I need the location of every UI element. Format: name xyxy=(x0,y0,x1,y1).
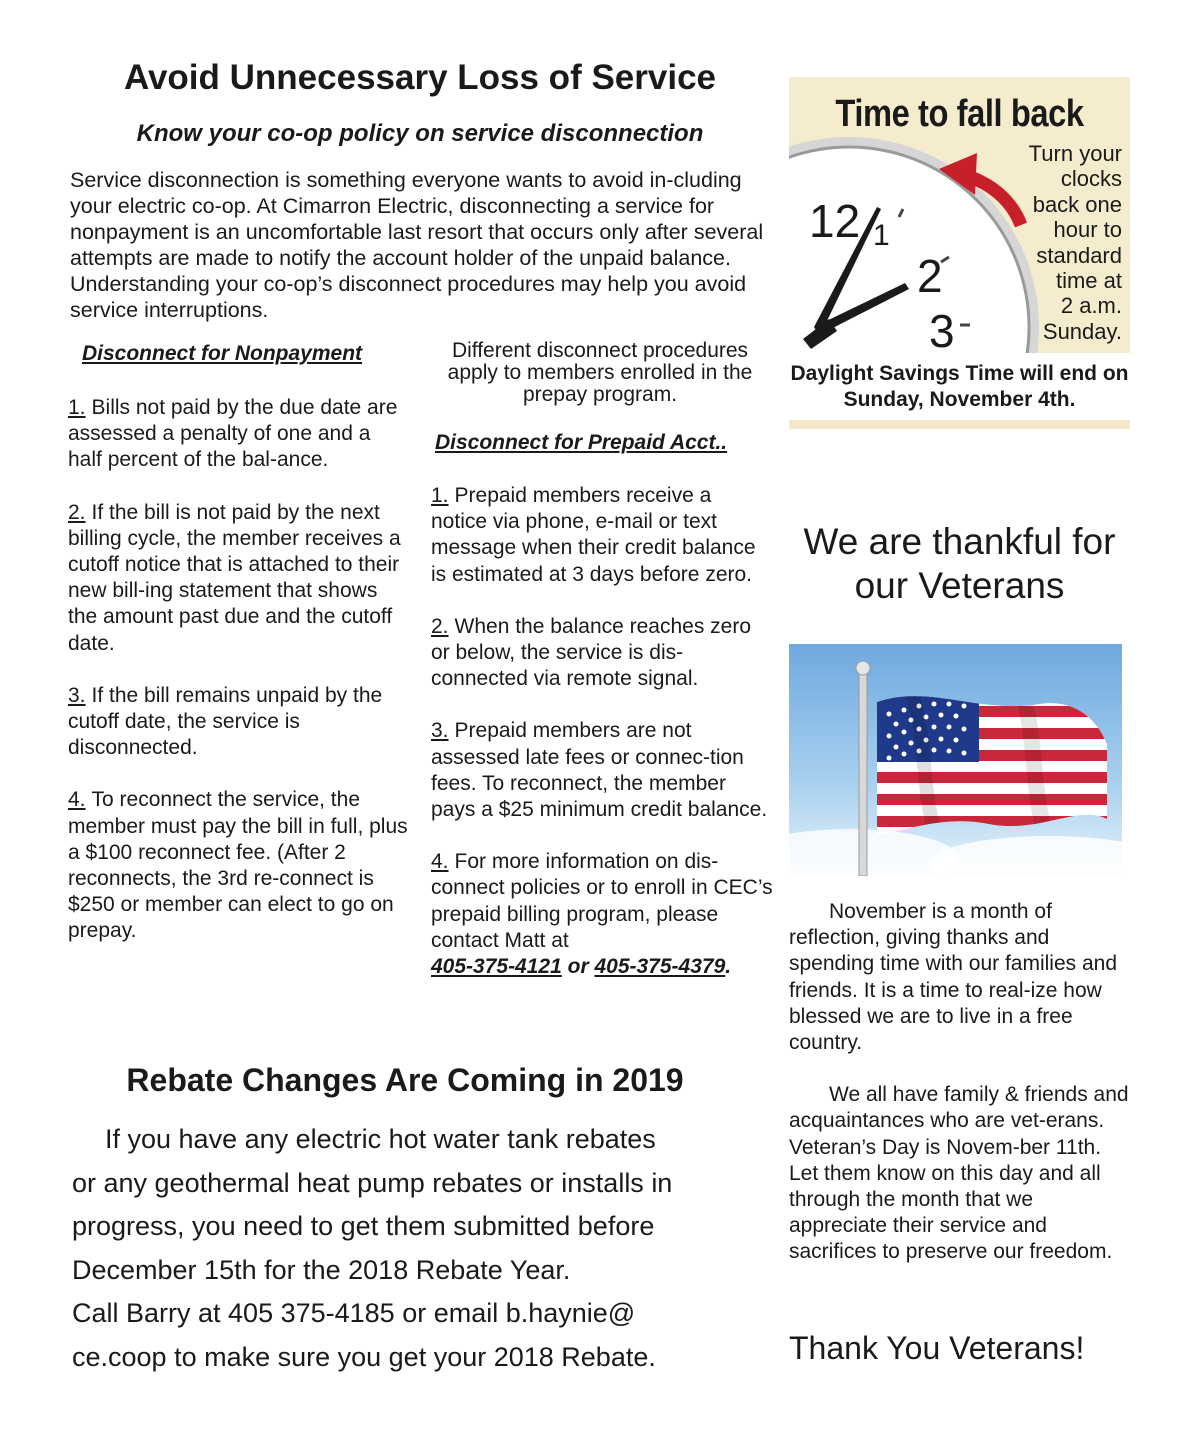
phone-link-matt-1[interactable]: 405-375-4121 xyxy=(431,955,562,979)
prepay-note: Different disconnect procedures apply to members enrolled in the prepay program. xyxy=(447,339,753,406)
item-text: If the bill is not paid by the next billing cycle, the member receives a cutoff notice that is attached to their new bill-ing statement that shows the amount past due and the cutoff date. xyxy=(68,500,401,655)
item-text: When the balance reaches zero or below, the service is dis-connected via remote signal. xyxy=(431,614,752,691)
rebate-line: Call Barry at 405 375-4185 or email b.haynie@ xyxy=(72,1298,636,1329)
list-item xyxy=(68,395,410,474)
rebate-line: or any geothermal heat pump rebates or installs in xyxy=(72,1167,673,1198)
pole-finial xyxy=(856,661,870,675)
list-item xyxy=(68,683,410,762)
clock-text-line: clocks xyxy=(1060,166,1122,192)
or-text: or xyxy=(567,955,589,979)
rebate-title: Rebate Changes Are Coming in 2019 xyxy=(126,1062,684,1098)
prepaid-list xyxy=(431,483,773,980)
phone-link-matt-2[interactable]: 405-375-4379 xyxy=(594,955,726,979)
veterans-heading: We are thankful for our Veterans xyxy=(803,521,1116,606)
rebate-line: progress, you need to get them submitted before xyxy=(72,1211,655,1242)
clock-text-line: standard xyxy=(1036,242,1122,268)
list-item xyxy=(431,483,773,588)
list-item xyxy=(68,500,410,657)
item-text: Prepaid members are not assessed late fees or connec-tion fees. To reconnect, the member pays a $25 minimum credit balance. xyxy=(431,719,768,822)
veterans-paragraph: We all have family & friends and acquaintances who are vet-erans. Veteran’s Day is Novem-ber 11th. Let them know on this day and all through the month that we appreciate their service and sacrifices to preserve our freedom. xyxy=(789,1083,1129,1264)
rebate-body xyxy=(72,1118,772,1380)
item-text: To reconnect the service, the member must pay the bill in full, plus a $100 reconnect fee. (After 2 reconnects, the 3rd re-connect is $250 or member can elect to go on prepay. xyxy=(68,788,408,943)
thank-you-veterans: Thank You Veterans! xyxy=(789,1330,1085,1366)
page-subtitle: Know your co-op policy on service disconnection xyxy=(136,120,704,147)
flag-pole xyxy=(859,672,867,876)
clock-instructions xyxy=(992,141,1122,344)
clock-text-line: time at xyxy=(1055,268,1122,294)
clock-text-line: Sunday. xyxy=(1042,318,1122,344)
numeral-1: 1 xyxy=(873,219,890,252)
rebate-line: December 15th for the 2018 Rebate Year. xyxy=(72,1254,571,1285)
intro-paragraph: Service disconnection is something everyone wants to avoid in-cluding your electric co-op. At Cimarron Electric, disconnecting a service for nonpayment is an uncomfortable last resort that occurs only after several attempts are made to notify the account holder of the unpaid balance. Understanding your co-op’s disconnect procedures may help you avoid service interruptions. xyxy=(70,168,764,322)
item-number: 1. xyxy=(68,396,86,419)
item-text: Bills not paid by the due date are assessed a penalty of one and a half percent of the bal-ance. xyxy=(68,396,398,472)
item-number: 4. xyxy=(68,788,86,812)
flag-photo xyxy=(789,644,1122,876)
item-number: 4. xyxy=(431,850,449,874)
period: . xyxy=(725,955,732,979)
clock-text-line: Turn your xyxy=(1028,141,1122,166)
item-number: 2. xyxy=(431,614,449,638)
numeral-2: 2 xyxy=(917,250,943,302)
caption-divider xyxy=(789,420,1130,429)
item-text: If the bill remains unpaid by the cutoff date, the service is disconnected. xyxy=(68,683,383,760)
list-item xyxy=(68,787,410,944)
item-number: 1. xyxy=(431,484,449,507)
item-number: 3. xyxy=(68,683,86,707)
clock-text-line: back one xyxy=(1032,191,1122,217)
rebate-line: ce.coop to make sure you get your 2018 Rebate. xyxy=(72,1341,656,1372)
fall-back-graphic xyxy=(789,77,1130,353)
nonpayment-list xyxy=(68,395,410,971)
clock-text-line: hour to xyxy=(1053,217,1122,243)
numeral-12: 12 xyxy=(809,195,861,247)
rebate-line: If you have any electric hot water tank rebates xyxy=(105,1124,656,1154)
list-item xyxy=(431,718,773,823)
prepaid-heading: Disconnect for Prepaid Acct.. xyxy=(435,431,728,454)
numeral-3: 3 xyxy=(929,305,955,353)
nonpayment-heading: Disconnect for Nonpayment xyxy=(82,342,363,365)
american-flag-image xyxy=(789,644,1122,876)
clock-headline: Time to fall back xyxy=(835,93,1084,135)
list-item xyxy=(431,614,773,693)
item-text: Prepaid members receive a notice via phone, e-mail or text message when their credit balance is estimated at 3 days before zero. xyxy=(431,484,756,586)
dst-caption: Daylight Savings Time will end on Sunday, November 4th. xyxy=(790,362,1129,411)
item-number: 2. xyxy=(68,500,86,524)
clock-text-line: 2 a.m. xyxy=(1060,293,1122,319)
veterans-paragraph: November is a month of reflection, giving thanks and spending time with our families and friends. It is a time to real-ize how blessed we are to live in a free country. xyxy=(789,900,1118,1055)
item-text: For more information on dis-connect policies or to enroll in CEC’s prepaid billing program, please contact Matt at xyxy=(431,850,773,952)
item-number: 3. xyxy=(431,719,449,743)
list-item xyxy=(431,849,773,980)
page-title: Avoid Unnecessary Loss of Service xyxy=(123,58,716,97)
veterans-body xyxy=(789,899,1134,1292)
